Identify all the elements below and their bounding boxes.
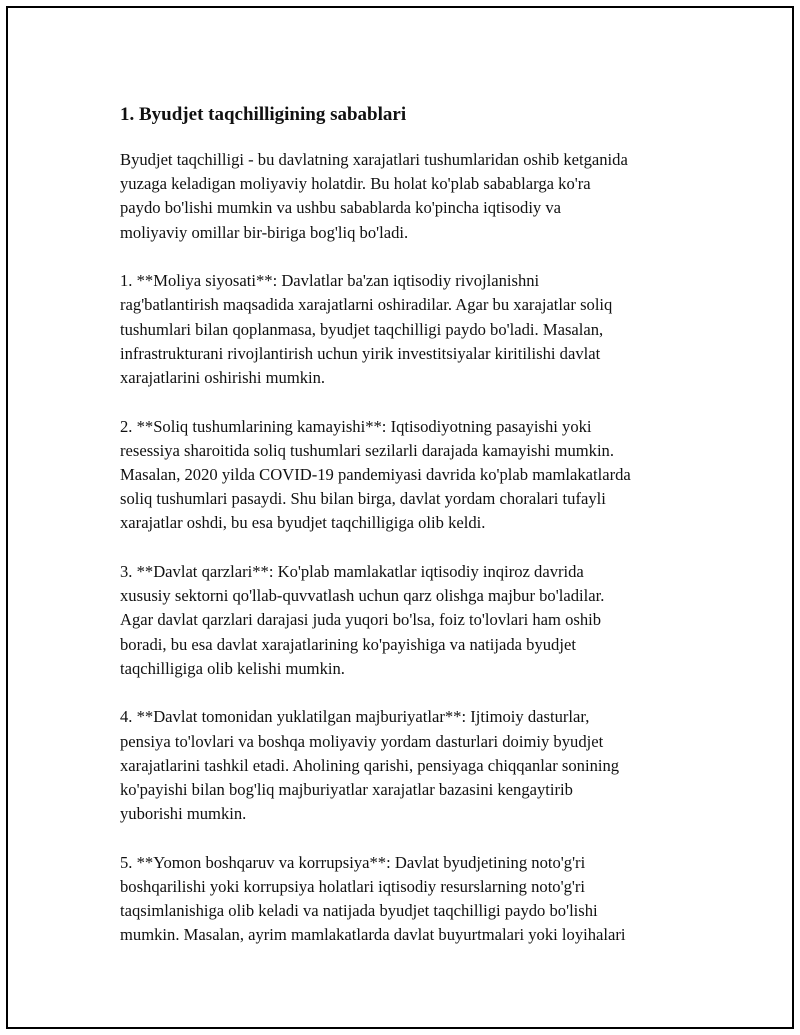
paragraph-davlat-qarzlari <box>120 560 705 681</box>
text-line: xususiy sektorni qo'llab-quvvatlash uchun qarz olishga majbur bo'ladilar. <box>120 586 605 606</box>
text-line: 5. **Yomon boshqaruv va korrupsiya**: Davlat byudjetining noto'g'ri <box>120 852 586 872</box>
text-line: 4. **Davlat tomonidan yuklatilgan majburiyatlar**: Ijtimoiy dasturlar, <box>120 707 590 727</box>
text-line: xarajatlarini tashkil etadi. Aholining qarishi, pensiyaga chiqqanlar sonining <box>120 755 620 775</box>
text-line: Agar davlat qarzlari darajasi juda yuqori bo'lsa, foiz to'lovlari ham oshib <box>120 610 602 630</box>
text-line: boradi, bu esa davlat xarajatlarining ko'payishiga va natijada byudjet <box>120 634 576 654</box>
paragraph-majburiyatlar <box>120 705 705 826</box>
text-line: Byudjet taqchilligi - bu davlatning xarajatlari tushumlaridan oshib ketganida <box>120 150 628 169</box>
text-line: infrastrukturani rivojlantirish uchun yirik investitsiyalar kiritilishi davlat <box>120 343 601 363</box>
text-line: taqchilligiga olib kelishi mumkin. <box>120 658 345 678</box>
text-line: 3. **Davlat qarzlari**: Ko'plab mamlakatlar iqtisodiy inqiroz davrida <box>120 562 584 582</box>
text-line: xarajatlarini oshirishi mumkin. <box>120 368 326 388</box>
text-line: pensiya to'lovlari va boshqa moliyaviy yordam dasturlari doimiy byudjet <box>120 731 604 751</box>
text-line: rag'batlantirish maqsadida xarajatlarni oshiradilar. Agar bu xarajatlar soliq <box>120 295 613 315</box>
text-line: soliq tushumlari pasaydi. Shu bilan birga, davlat yordam choralari tufayli <box>120 489 606 509</box>
document-title: 1. Byudjet taqchilligining sabablari <box>120 104 407 125</box>
text-line: yuzaga keladigan moliyaviy holatdir. Bu holat ko'plab sabablarga ko'ra <box>120 174 591 194</box>
paragraph-korrupsiya <box>120 851 705 948</box>
paragraph-soliq-tushumlari <box>120 415 705 536</box>
text-line: yuborishi mumkin. <box>120 804 247 824</box>
text-line: taqsimlanishiga olib keladi va natijada byudjet taqchilligi paydo bo'lishi <box>120 901 598 921</box>
text-line: moliyaviy omillar bir-biriga bog'liq bo'ladi. <box>120 222 409 242</box>
text-line: 1. **Moliya siyosati**: Davlatlar ba'zan iqtisodiy rivojlanishni <box>120 271 540 291</box>
text-line: 2. **Soliq tushumlarining kamayishi**: Iqtisodiyotning pasayishi yoki <box>120 416 592 436</box>
text-line: boshqarilishi yoki korrupsiya holatlari iqtisodiy resurslarning noto'g'ri <box>120 877 586 897</box>
document-page <box>6 6 794 1029</box>
text-line: paydo bo'lishi mumkin va ushbu sabablarda ko'pincha iqtisodiy va <box>120 198 562 218</box>
text-line: tushumlari bilan qoplanmasa, byudjet taqchilligi paydo bo'ladi. Masalan, <box>120 319 604 339</box>
text-line: ko'payishi bilan bog'liq majburiyatlar xarajatlar bazasini kengaytirib <box>120 780 573 800</box>
paragraph-moliya-siyosati <box>120 269 705 390</box>
text-line: xarajatlar oshdi, bu esa byudjet taqchilligiga olib keldi. <box>120 513 486 533</box>
text-line: resessiya sharoitida soliq tushumlari sezilarli darajada kamayishi mumkin. <box>120 440 615 460</box>
paragraph-intro <box>120 148 705 245</box>
text-line: mumkin. Masalan, ayrim mamlakatlarda davlat buyurtmalari yoki loyihalari <box>120 925 626 945</box>
document-body <box>120 92 705 972</box>
text-line: Masalan, 2020 yilda COVID-19 pandemiyasi davrida ko'plab mamlakatlarda <box>120 465 631 485</box>
